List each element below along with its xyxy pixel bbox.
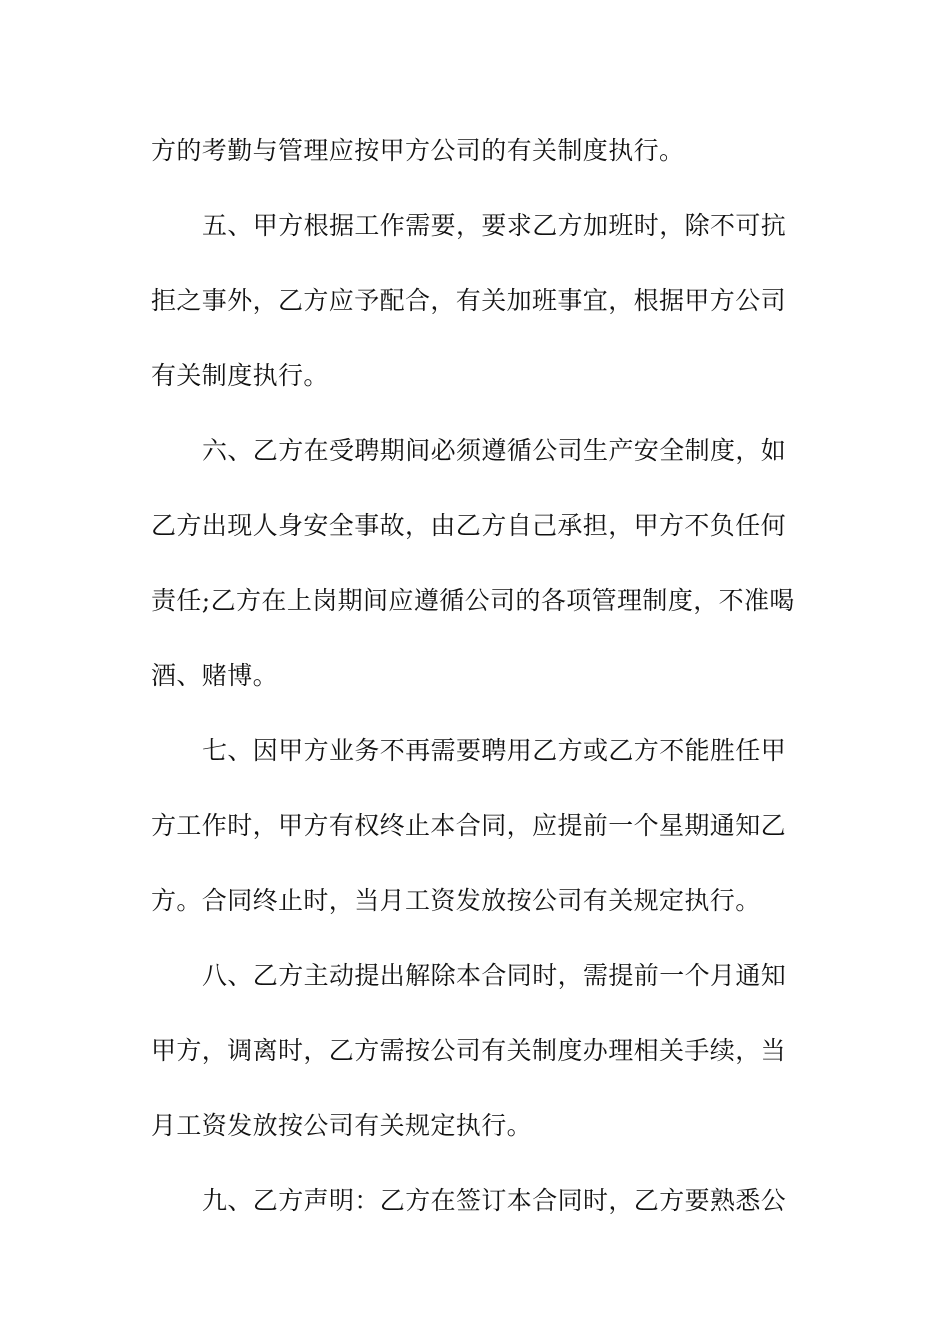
text-line: 乙方出现人身安全事故，由乙方自己承担，甲方不负任何: [151, 511, 787, 540]
text-line: 方的考勤与管理应按甲方公司的有关制度执行。: [151, 136, 685, 165]
text-line: 八、乙方主动提出解除本合同时，需提前一个月通知: [202, 961, 787, 990]
text-line: 月工资发放按公司有关规定执行。: [151, 1111, 533, 1140]
text-line: 方。合同终止时，当月工资发放按公司有关规定执行。: [151, 886, 761, 915]
text-line: 方工作时，甲方有权终止本合同，应提前一个星期通知乙: [151, 811, 787, 840]
text-line: 有关制度执行。: [151, 361, 329, 390]
text-line: 责任;乙方在上岗期间应遵循公司的各项管理制度，不准喝: [151, 586, 795, 615]
text-line: 七、因甲方业务不再需要聘用乙方或乙方不能胜任甲: [202, 736, 787, 765]
text-line: 甲方，调离时，乙方需按公司有关制度办理相关手续，当: [151, 1036, 787, 1065]
text-line: 拒之事外，乙方应予配合，有关加班事宜，根据甲方公司: [151, 286, 787, 315]
text-line: 九、乙方声明：乙方在签订本合同时，乙方要熟悉公: [202, 1186, 787, 1215]
text-line: 五、甲方根据工作需要，要求乙方加班时，除不可抗: [202, 211, 787, 240]
text-line: 酒、赌博。: [151, 661, 279, 690]
text-line: 六、乙方在受聘期间必须遵循公司生产安全制度，如: [202, 436, 787, 465]
